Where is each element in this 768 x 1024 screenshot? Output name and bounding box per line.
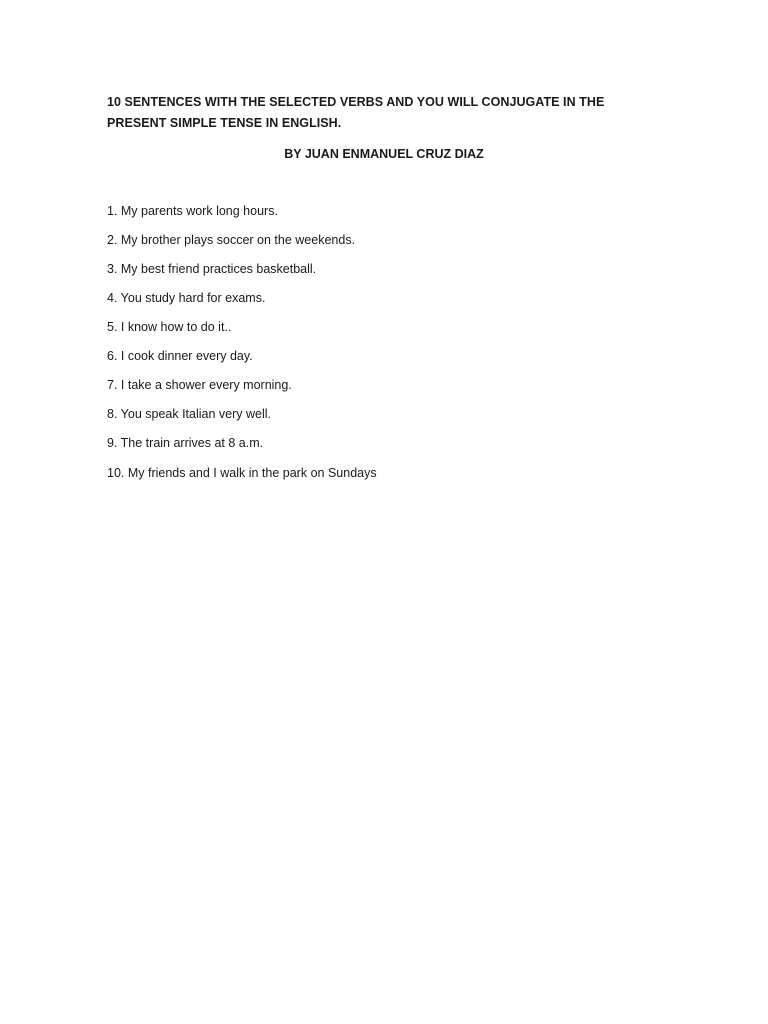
document-title: 10 SENTENCES WITH THE SELECTED VERBS AND YOU WILL CONJUGATE IN THE PRESENT SIMPLE TENSE IN ENGLISH. bbox=[107, 95, 605, 130]
document-byline: BY JUAN ENMANUEL CRUZ DIAZ bbox=[284, 147, 484, 161]
list-item: 7. I take a shower every morning. bbox=[107, 378, 292, 392]
list-item: 2. My brother plays soccer on the weekends. bbox=[107, 233, 356, 247]
list-item: 4. You study hard for exams. bbox=[107, 291, 266, 305]
list-item: 1. My parents work long hours. bbox=[107, 204, 278, 218]
list-item: 10. My friends and I walk in the park on Sundays bbox=[107, 466, 377, 480]
list-item: 6. I cook dinner every day. bbox=[107, 349, 253, 363]
list-item: 8. You speak Italian very well. bbox=[107, 407, 271, 421]
list-item: 5. I know how to do it.. bbox=[107, 320, 232, 334]
sentence-list bbox=[107, 202, 377, 493]
list-item: 9. The train arrives at 8 a.m. bbox=[107, 436, 264, 450]
list-item: 3. My best friend practices basketball. bbox=[107, 262, 317, 276]
